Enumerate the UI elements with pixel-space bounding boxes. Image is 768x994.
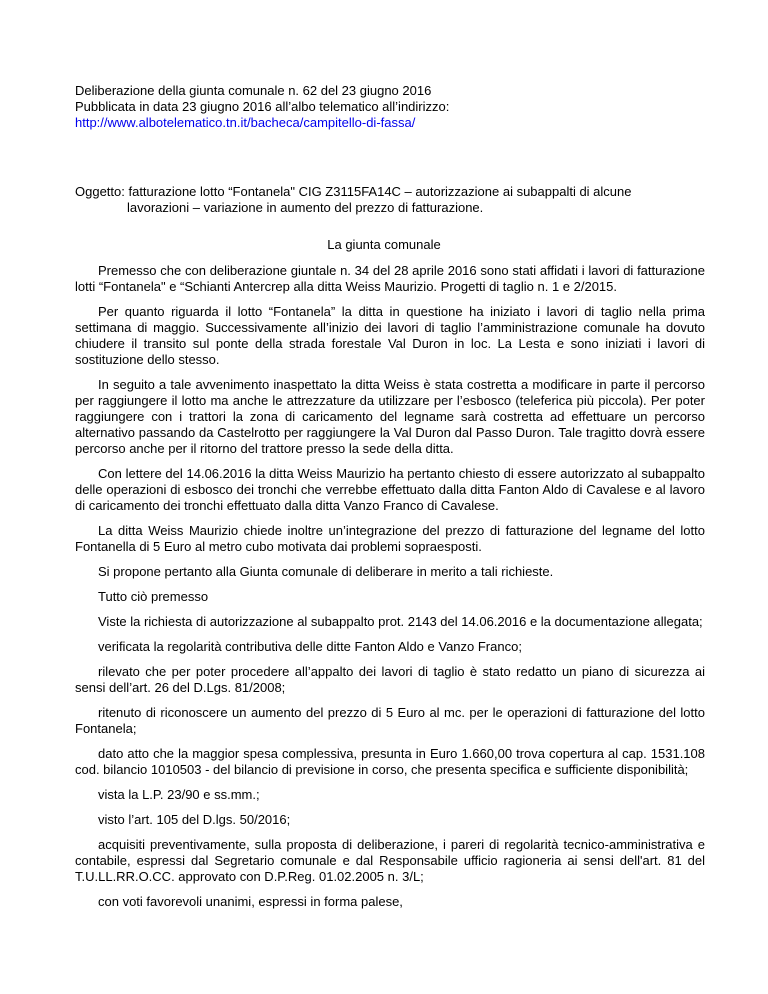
deliberation-body: [75, 263, 705, 919]
paragraph: Con lettere del 14.06.2016 la ditta Weiss Maurizio ha pertanto chiesto di essere autorizzato al subappalto delle operazioni di esbosco dei tronchi che verrebbe effettuato dalla ditta Fanton Aldo di Cavalese e al lavoro di caricamento dei tronchi effettuato dalla ditta Vanzo Franco di Cavalese.: [75, 466, 705, 513]
paragraph: La ditta Weiss Maurizio chiede inoltre un’integrazione del prezzo di fatturazione del legname del lotto Fontanella di 5 Euro al metro cubo motivata dai problemi sopraesposti.: [75, 523, 705, 554]
paragraph: ritenuto di riconoscere un aumento del prezzo di 5 Euro al mc. per le operazioni di fatturazione del lotto Fontanela;: [75, 705, 705, 736]
publication-header: [75, 83, 705, 131]
paragraph: Premesso che con deliberazione giuntale n. 34 del 28 aprile 2016 sono stati affidati i lavori di fatturazione lotti “Fontanela" e “Schianti Antercrep alla ditta Weiss Maurizio. Progetti di taglio n. 1 e 2/2015.: [75, 263, 705, 294]
paragraph: visto l’art. 105 del D.lgs. 50/2016;: [98, 812, 291, 827]
paragraph: vista la L.P. 23/90 e ss.mm.;: [98, 787, 260, 802]
paragraph: dato atto che la maggior spesa complessiva, presunta in Euro 1.660,00 trova copertura al cap. 1531.108 cod. bilancio 1010503 - del bilancio di previsione in corso, che presenta specifica e sufficiente disponibilità;: [75, 746, 705, 777]
paragraph: In seguito a tale avvenimento inaspettato la ditta Weiss è stata costretta a modificare in parte il percorso per raggiungere il lotto ma anche le attrezzature da utilizzare per l’esbosco (teleferica più piccola). Per poter raggiungere con i trattori la zona di caricamento del legname sarà costretta ad effettuare un percorso alternativo passando da Castelrotto per raggiungere la Val Duron dal Passo Duron. Tale tragitto dovrà essere percorso anche per il ritorno del trattore presso la sede della ditta.: [75, 377, 705, 456]
paragraph: Viste la richiesta di autorizzazione al subappalto prot. 2143 del 14.06.2016 e la documentazione allegata;: [98, 614, 703, 629]
paragraph: Per quanto riguarda il lotto “Fontanela” la ditta in questione ha iniziato i lavori di taglio nella prima settimana di maggio. Successivamente all’inizio dei lavori di taglio l’amministrazione comunale ha dovuto chiudere il transito sul ponte della strada forestale Val Duron in loc. La Lesta e sono iniziati i lavori di sostituzione dello stesso.: [75, 304, 705, 367]
subject-block: [75, 184, 705, 216]
subject-line-1: Oggetto: fatturazione lotto “Fontanela" CIG Z3115FA14C – autorizzazione ai subappalti di alcune: [75, 184, 632, 199]
paragraph: Si propone pertanto alla Giunta comunale di deliberare in merito a tali richieste.: [98, 564, 554, 579]
paragraph: rilevato che per poter procedere all’appalto dei lavori di taglio è stato redatto un piano di sicurezza ai sensi dell’art. 26 del D.Lgs. 81/2008;: [75, 664, 705, 695]
paragraph: Tutto ciò premesso: [98, 589, 209, 604]
subject-line-2: lavorazioni – variazione in aumento del prezzo di fatturazione.: [127, 200, 484, 215]
paragraph: verificata la regolarità contributiva delle ditte Fanton Aldo e Vanzo Franco;: [98, 639, 522, 654]
paragraph: acquisiti preventivamente, sulla proposta di deliberazione, i pareri di regolarità tecnico-amministrativa e contabile, espressi dal Segretario comunale e dal Responsabile ufficio ragioneria ai sensi dell'art. 81 del T.U.LL.RR.O.CC. approvato con D.P.Reg. 01.02.2005 n. 3/L;: [75, 837, 705, 884]
council-heading: La giunta comunale: [327, 237, 441, 252]
deliberation-reference: Deliberazione della giunta comunale n. 62 del 23 giugno 2016: [75, 83, 432, 98]
albo-link[interactable]: http://www.albotelematico.tn.it/bacheca/campitello-di-fassa/: [75, 115, 416, 130]
paragraph: con voti favorevoli unanimi, espressi in forma palese,: [98, 894, 403, 909]
publication-notice: Pubblicata in data 23 giugno 2016 all’albo telematico all’indirizzo:: [75, 99, 450, 114]
